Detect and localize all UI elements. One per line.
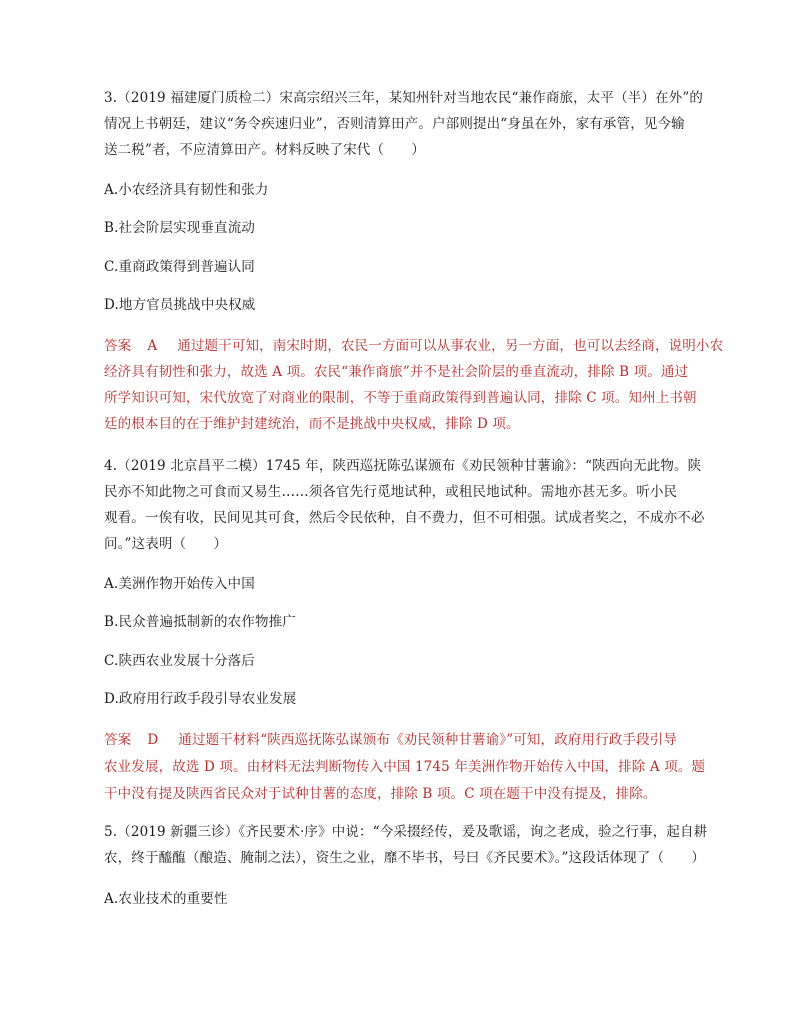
- q3-stem-line-1: 3.（2019 福建厦门质检二）宋高宗绍兴三年，某知州针对当地农民“兼作商旅，太平（半）在外”的: [104, 90, 704, 106]
- q4-option-a: A.美洲作物开始传入中国: [104, 576, 255, 592]
- q4-stem-line-2: 民亦不知此物之可食而又易生……须各官先行觅地试种，或租民地试种。需地亦甚无多。听小民: [104, 484, 678, 500]
- q3-stem-line-2: 情况上书朝廷，建议“务令疾速归业”，否则清算田产。户部则提出“身虽在外，家有承管，见今输: [104, 116, 685, 132]
- q3-answer-line-1: [104, 336, 724, 356]
- q4-explanation-line-2: 农业发展，故选 D 项。由材料无法判断物传入中国 1745 年美洲作物开始传入中国，排除 A 项。题: [104, 759, 706, 775]
- q5-stem-line-1: 5.（2019 新疆三诊）《齐民要术·序》中说：“今采掇经传，爰及歌谣，询之老成，验之行事，起自耕: [104, 824, 708, 840]
- q4-stem-line-1: 4.（2019 北京昌平二模）1745 年，陕西巡抚陈弘谋颁布《劝民领种甘薯谕》：“陕西向无此物。陕: [104, 458, 702, 474]
- q3-explanation-line-2: 经济具有韧性和张力，故选 A 项。农民“兼作商旅”并不是社会阶层的垂直流动，排除 B 项。通过: [104, 364, 689, 380]
- q3-explanation-line-3: 所学知识可知，宋代放宽了对商业的限制，不等于重商政策得到普遍认同，排除 C 项。知州上书朝: [104, 390, 697, 406]
- q5-stem-line-2: 农，终于醯醢（酿造、腌制之法），资生之业，靡不毕书，号曰《齐民要术》。”这段话体现了（ ）: [104, 850, 706, 866]
- q4-answer-line-1: [104, 730, 694, 750]
- q3-option-d: D.地方官员挑战中央权威: [104, 297, 256, 313]
- q3-answer-letter: A: [147, 338, 158, 354]
- q4-option-b: B.民众普遍抵制新的农作物推广: [104, 614, 296, 630]
- q4-option-d: D.政府用行政手段引导农业发展: [104, 691, 297, 707]
- q5-option-a: A.农业技术的重要性: [104, 891, 228, 907]
- q3-stem-line-3: 送二税”者，不应清算田产。材料反映了宋代（ ）: [104, 142, 426, 158]
- q4-answer-label: 答案: [104, 732, 132, 748]
- q4-explanation-line-1: 通过题干材料“陕西巡抚陈弘谋颁布《劝民领种甘薯谕》”可知，政府用行政手段引导: [178, 732, 678, 748]
- q3-option-c: C.重商政策得到普遍认同: [104, 259, 255, 275]
- q3-option-a: A.小农经济具有韧性和张力: [104, 182, 269, 198]
- q3-explanation-line-1: 通过题干可知，南宋时期，农民一方面可以从事农业，另一方面，也可以去经商，说明小农: [177, 338, 724, 354]
- q3-answer-label: 答案: [104, 338, 132, 354]
- q4-answer-letter: D: [147, 732, 159, 748]
- q4-stem-line-4: 问。”这表明（ ）: [104, 536, 228, 552]
- q3-explanation-line-4: 廷的根本目的在于维护封建统治，而不是挑战中央权威，排除 D 项。: [104, 416, 520, 432]
- q3-option-b: B.社会阶层实现垂直流动: [104, 220, 256, 236]
- q4-stem-line-3: 观看。一俟有收，民间见其可食，然后令民依种，自不费力，但不可相强。试成者奖之，不成亦不必: [104, 510, 705, 526]
- q4-explanation-line-3: 干中没有提及陕西省民众对于试种甘薯的态度，排除 B 项。C 项在题干中没有提及，排除。: [104, 786, 657, 802]
- q4-option-c: C.陕西农业发展十分落后: [104, 653, 255, 669]
